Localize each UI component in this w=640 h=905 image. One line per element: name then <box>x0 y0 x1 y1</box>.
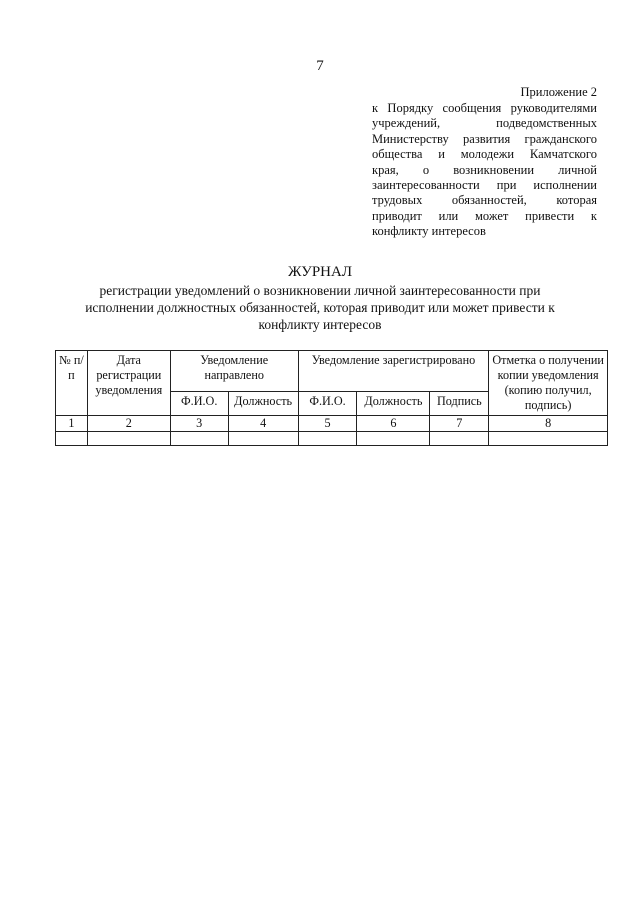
column-number: 3 <box>170 416 228 432</box>
table-cell <box>357 432 430 446</box>
appendix-line: заинтересованности при исполнении <box>372 178 597 193</box>
column-number: 6 <box>357 416 430 432</box>
journal-subtitle <box>80 282 560 333</box>
column-number: 8 <box>489 416 608 432</box>
table-cell <box>56 432 88 446</box>
header-sent-group: Уведомление направлено <box>170 351 298 392</box>
appendix-line: общества и молодежи Камчатского <box>372 147 597 162</box>
header-date: Дата регистрации уведомления <box>87 351 170 416</box>
table-cell <box>489 432 608 446</box>
column-number: 1 <box>56 416 88 432</box>
header-registered-group: Уведомление зарегистрировано <box>298 351 489 392</box>
appendix-line: Министерству развития гражданского <box>372 131 597 146</box>
appendix-title: Приложение 2 <box>520 85 597 99</box>
appendix-line: учреждений, подведомственных <box>372 116 597 131</box>
table-numbering-row <box>56 416 608 432</box>
header-reg-fio: Ф.И.О. <box>298 392 357 416</box>
appendix-line: к Порядку сообщения руководителями <box>372 101 597 115</box>
journal-subtitle-line: конфликту интересов <box>258 317 382 332</box>
table-row <box>56 432 608 446</box>
table-cell <box>87 432 170 446</box>
appendix-line: приводит или может привести к <box>372 208 597 223</box>
header-sent-position: Должность <box>228 392 298 416</box>
appendix-body <box>372 101 597 240</box>
column-number: 5 <box>298 416 357 432</box>
page-number: 7 <box>316 58 324 74</box>
header-reg-position: Должность <box>357 392 430 416</box>
table-cell <box>298 432 357 446</box>
journal-subtitle-line: исполнении должностных обязанностей, которая приводит или может привести к <box>85 300 555 315</box>
appendix-line: конфликту интересов <box>372 224 486 239</box>
appendix-line: трудовых обязанностей, которая <box>372 193 597 208</box>
header-reg-signature: Подпись <box>430 392 489 416</box>
journal-title: ЖУРНАЛ <box>287 264 353 280</box>
header-copy-mark: Отметка о получении копии уведомления (копию получил, подпись) <box>489 351 608 416</box>
table-cell <box>430 432 489 446</box>
table-header-row <box>56 351 608 392</box>
column-number: 7 <box>430 416 489 432</box>
journal-subtitle-line: регистрации уведомлений о возникновении личной заинтересованности при <box>99 283 541 298</box>
header-sent-fio: Ф.И.О. <box>170 392 228 416</box>
column-number: 4 <box>228 416 298 432</box>
table-cell <box>170 432 228 446</box>
appendix-line: края, о возникновении личной <box>372 162 597 177</box>
column-number: 2 <box>87 416 170 432</box>
journal-table <box>55 350 608 446</box>
table-cell <box>228 432 298 446</box>
header-num: № п/п <box>56 351 88 416</box>
